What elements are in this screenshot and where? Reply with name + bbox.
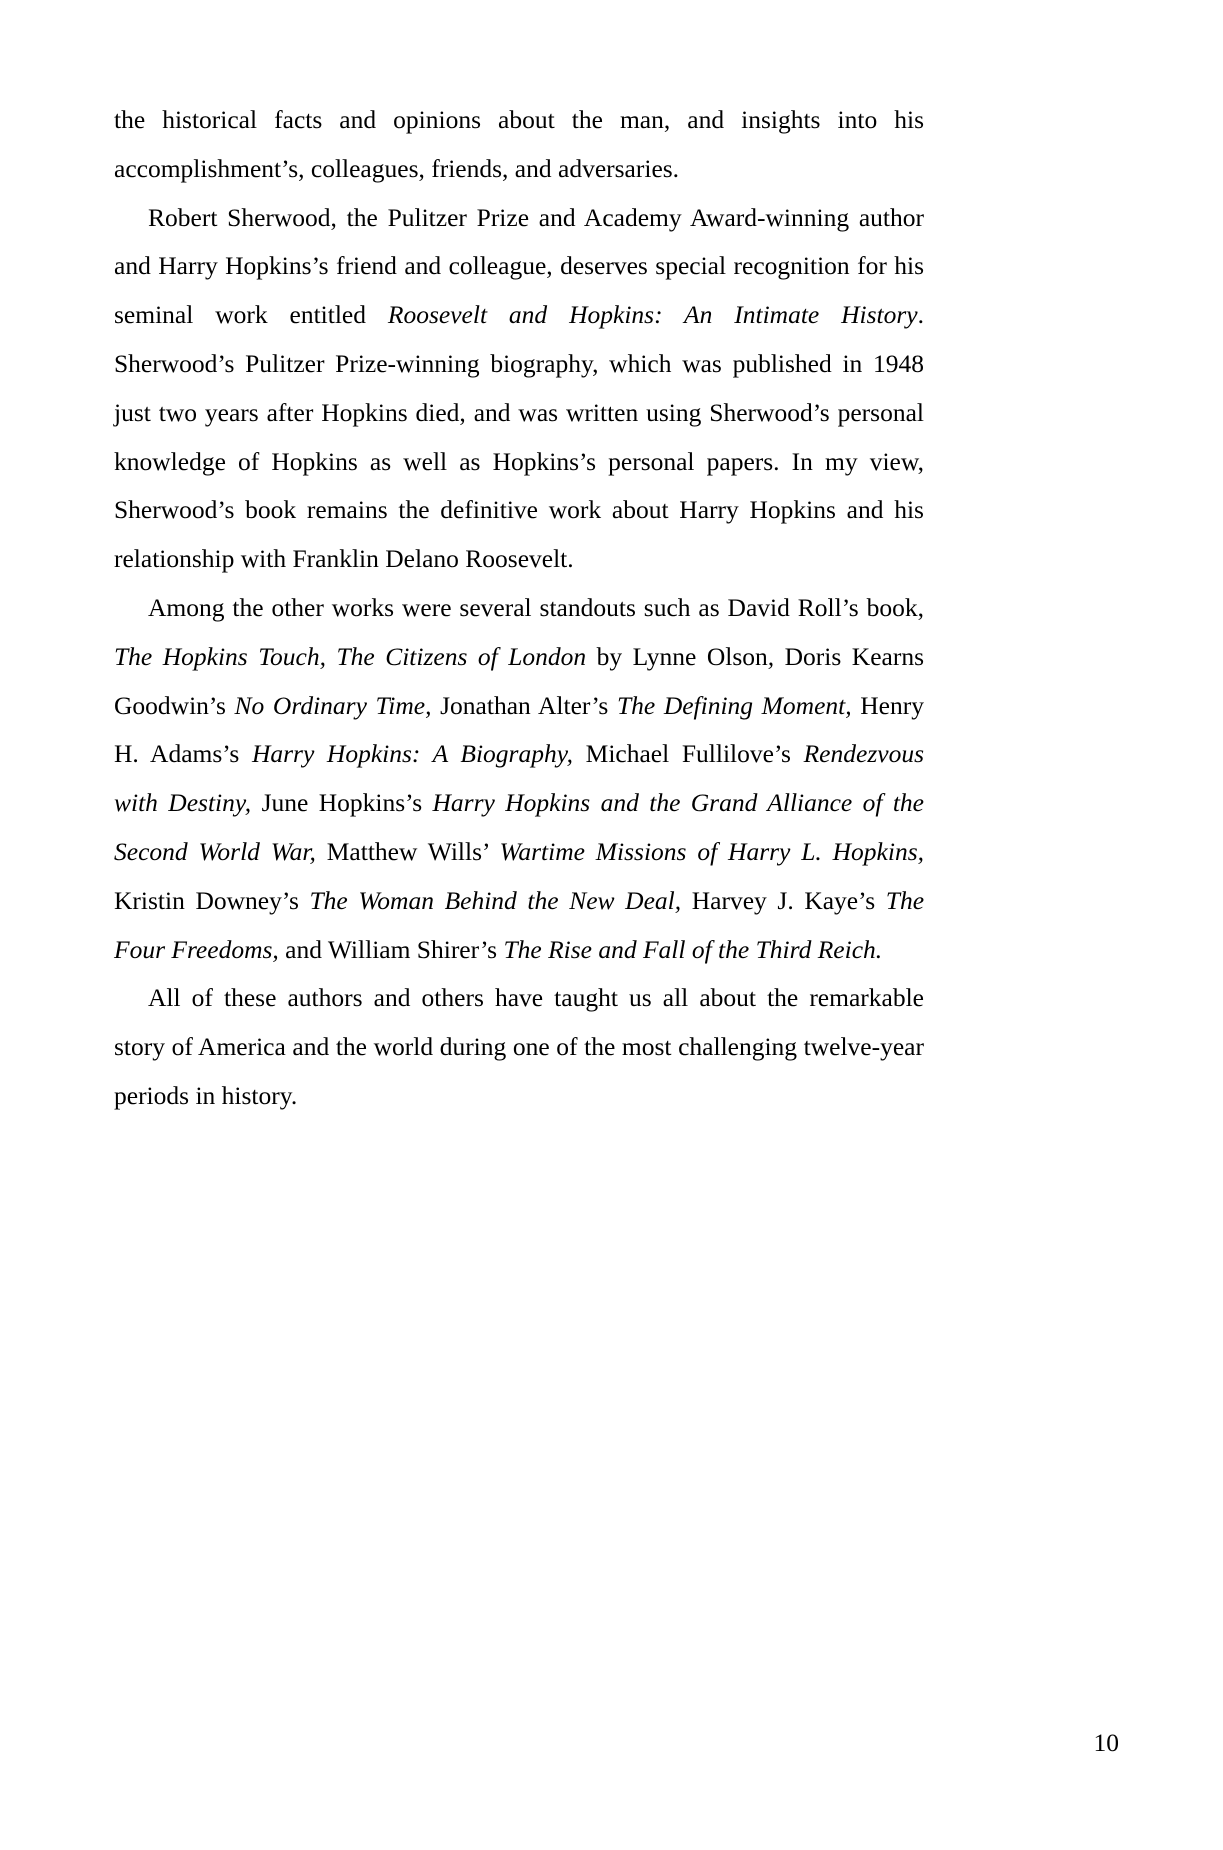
text-run: The Woman Behind the New Deal, <box>309 885 682 915</box>
text-run: Rendezvous with Destiny, <box>114 739 924 818</box>
text-run: Harvey J. Kaye’s <box>681 885 886 915</box>
text-run: June Hopkins’s <box>251 788 433 818</box>
text-run: Kristin Downey’s <box>114 885 310 915</box>
text-run: Harry Hopkins and the Grand Alliance of the Second World War, <box>114 788 924 866</box>
body-text-column <box>114 96 924 1121</box>
body-paragraph-continued <box>114 96 924 194</box>
text-run: Henry H. Adams’s <box>114 690 924 769</box>
text-run: Robert Sherwood, the Pulitzer Prize and Academy Award-winning author and Harry Hopkins’s friend and colleague, deserves special recognition for his seminal work entitled <box>114 202 924 330</box>
text-run: The Rise and Fall of the Third Reich. <box>503 934 883 964</box>
body-paragraph-sherwood <box>114 194 924 584</box>
text-run: The Defining Moment, <box>616 690 852 720</box>
text-run: All of these authors and others have taught us all about the remarkable story of America and the world during one of the most challenging twelve-year periods in history. <box>114 983 924 1110</box>
text-run: Michael Fullilove’s <box>573 739 804 769</box>
text-run: The Four Freedoms, <box>114 885 925 964</box>
text-run: . Sherwood’s Pulitzer Prize-winning biography, which was published in 1948 just two years after Hopkins died, and was written using Sherwood’s personal knowledge of Hopkins as well as Hopkins’s personal papers. In my view, Sherwood’s book remains the definitive work about Harry Hopkins and his relationship with Franklin Delano Roosevelt. <box>114 300 924 574</box>
text-run: by Lynne Olson <box>586 641 768 671</box>
text-run: Among the other works were several standouts such as David Roll’s book, <box>148 592 924 622</box>
text-run: Doris Kearns Goodwin’s <box>114 641 924 720</box>
text-run: Harry Hopkins: A Biography, <box>251 739 573 769</box>
text-run: The Hopkins Touch, The Citizens of London <box>114 641 587 671</box>
text-run: , <box>767 641 785 671</box>
body-paragraph-other-works <box>114 584 924 974</box>
text-run: No Ordinary Time, <box>234 690 432 720</box>
text-run: and William Shirer’s <box>278 934 504 964</box>
body-paragraph-conclusion <box>114 974 924 1120</box>
text-run: the historical facts and opinions about the man, and insights into his accomplishment’s, colleagues, friends, and adversaries. <box>114 105 924 183</box>
text-run: Wartime Missions of Harry L. Hopkins, <box>499 836 924 866</box>
text-run: Jonathan Alter’s <box>431 690 617 720</box>
page-number: 10 <box>1093 1727 1119 1757</box>
text-run: Matthew Wills’ <box>315 836 500 866</box>
text-run: Roosevelt and Hopkins: An Intimate History <box>387 300 918 330</box>
